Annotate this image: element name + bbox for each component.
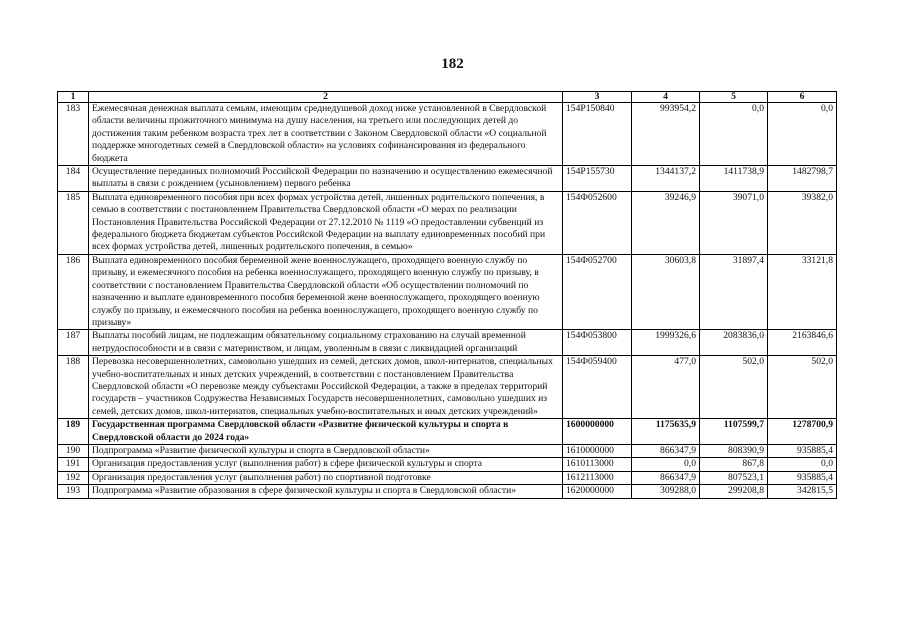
value-col4: 1344137,2 [632,166,700,192]
row-description: Выплата единовременного пособия при всех формах устройства детей, лишенных родительского попечения, в семью в соответствии с постановлением Правительства Свердловской области «О мерах по реализации Постановления Правительства Российской Федерации от 27.12.2010 № 1119 «О предоставлении субвенций из федерального бюджета бюджетам субъектов Российской Федерации на выплату единовременных пособий при всех формах устройства детей, лишенных родительского попечения, в семью» [89,191,563,254]
value-col5: 502,0 [700,356,768,419]
value-col4: 39246,9 [632,191,700,254]
table-row [58,103,837,166]
value-col4: 309288,0 [632,485,700,498]
value-col4: 1999326,6 [632,330,700,356]
row-number: 188 [58,356,89,419]
row-code: 154Ф053800 [563,330,632,356]
row-code: 1610113000 [563,458,632,471]
row-number: 190 [58,444,89,457]
table-row [58,356,837,419]
page-number: 182 [441,56,464,72]
value-col6: 33121,8 [768,254,837,329]
row-number: 183 [58,103,89,166]
value-col4: 30603,8 [632,254,700,329]
row-code: 154P150840 [563,103,632,166]
value-col5: 867,8 [700,458,768,471]
value-col6: 342815,5 [768,485,837,498]
table-row [58,471,837,484]
col-header-3: 3 [563,92,632,103]
row-code: 154P155730 [563,166,632,192]
row-description: Выплата единовременного пособия беременной жене военнослужащего, проходящего военную службу по призыву, и ежемесячного пособия на ребенка военнослужащего, проходящего военную службу по призыву, в соответствии с постановлением Правительства Свердловской области «Об осуществлении полномочий по назначению и выплате единовременного пособия беременной жене военнослужащего, проходящего военную службу по призыву, и ежемесячного пособия на ребенка военнослужащего, проходящего военную службу по призыву» [89,254,563,329]
col-header-4: 4 [632,92,700,103]
row-description: Подпрограмма «Развитие образования в сфере физической культуры и спорта в Свердловской области» [89,485,563,498]
row-code: 1610000000 [563,444,632,457]
table-row [58,458,837,471]
table-row [58,419,837,445]
header-row [58,92,837,103]
value-col6: 935885,4 [768,471,837,484]
row-description: Выплаты пособий лицам, не подлежащим обязательному социальному страхованию на случай временной нетрудоспособности и в связи с материнством, и лицам, уволенным в связи с ликвидацией организаций [89,330,563,356]
budget-table [57,91,837,499]
col-header-2: 2 [89,92,563,103]
row-description: Организация предоставления услуг (выполнения работ) по спортивной подготовке [89,471,563,484]
row-number: 184 [58,166,89,192]
row-number: 193 [58,485,89,498]
value-col4: 477,0 [632,356,700,419]
row-number: 191 [58,458,89,471]
value-col4: 866347,9 [632,444,700,457]
row-number: 185 [58,191,89,254]
table-row [58,191,837,254]
value-col6: 1482798,7 [768,166,837,192]
row-code: 154Ф052600 [563,191,632,254]
row-number: 186 [58,254,89,329]
row-description: Подпрограмма «Развитие физической культуры и спорта в Свердловской области» [89,444,563,457]
row-code: 154Ф059400 [563,356,632,419]
value-col5: 1107599,7 [700,419,768,445]
value-col6: 39382,0 [768,191,837,254]
row-code: 154Ф052700 [563,254,632,329]
value-col6: 502,0 [768,356,837,419]
row-number: 187 [58,330,89,356]
value-col6: 935885,4 [768,444,837,457]
table-row [58,330,837,356]
col-header-5: 5 [700,92,768,103]
row-description: Осуществление переданных полномочий Российской Федерации по назначению и осуществлению ежемесячной выплаты в связи с рождением (усыновлением) первого ребенка [89,166,563,192]
row-description: Ежемесячная денежная выплата семьям, имеющим среднедушевой доход ниже установленной в Свердловской области величины прожиточного минимума на душу населения, на третьего или последующих детей до достижения таким ребенком возраста трех лет в соответствии с Законом Свердловской области «О социальной поддержке многодетных семей в Свердловской области» на условиях софинансирования из федерального бюджета [89,103,563,166]
row-number: 189 [58,419,89,445]
row-code: 1620000000 [563,485,632,498]
value-col6: 0,0 [768,458,837,471]
value-col6: 0,0 [768,103,837,166]
row-code: 1600000000 [563,419,632,445]
value-col5: 0,0 [700,103,768,166]
row-number: 192 [58,471,89,484]
row-description: Организация предоставления услуг (выполнения работ) в сфере физической культуры и спорта [89,458,563,471]
col-header-6: 6 [768,92,837,103]
value-col5: 2083836,0 [700,330,768,356]
value-col4: 993954,2 [632,103,700,166]
value-col4: 0,0 [632,458,700,471]
table-row [58,254,837,329]
value-col5: 807523,1 [700,471,768,484]
value-col5: 299208,8 [700,485,768,498]
value-col5: 1411738,9 [700,166,768,192]
value-col4: 866347,9 [632,471,700,484]
table-row [58,485,837,498]
row-code: 1612113000 [563,471,632,484]
value-col5: 39071,0 [700,191,768,254]
value-col6: 1278700,9 [768,419,837,445]
row-description: Перевозка несовершеннолетних, самовольно ушедших из семей, детских домов, школ-интернатов, специальных учебно-воспитательных и иных детских учреждений, в соответствии с постановлением Правительства Свердловской области «О перевозке между субъектами Российской Федерации, а также в пределах территорий государств – участников Содружества Независимых Государств несовершеннолетних, самовольно ушедших из семей, детских домов, школ-интернатов, специальных учебно-воспитательных и иных детских учреждений» [89,356,563,419]
table-row [58,444,837,457]
col-header-1: 1 [58,92,89,103]
value-col5: 808390,9 [700,444,768,457]
value-col5: 31897,4 [700,254,768,329]
value-col4: 1175635,9 [632,419,700,445]
row-description: Государственная программа Свердловской области «Развитие физической культуры и спорта в Свердловской области до 2024 года» [89,419,563,445]
table-row [58,166,837,192]
value-col6: 2163846,6 [768,330,837,356]
